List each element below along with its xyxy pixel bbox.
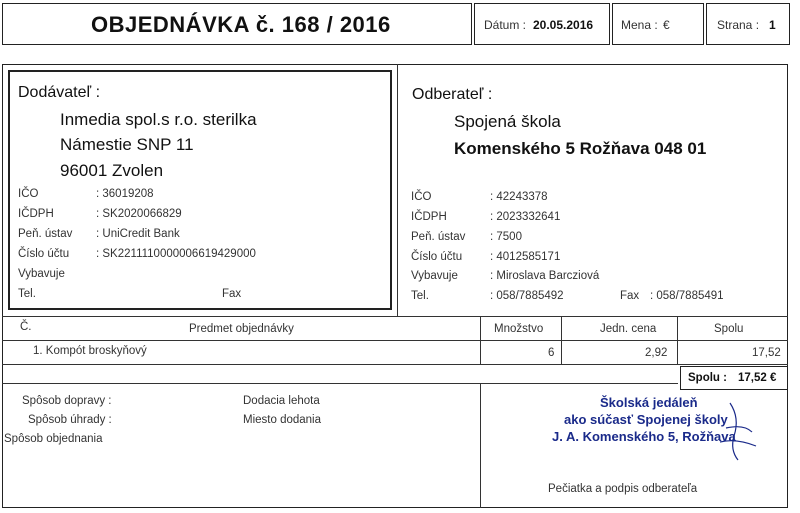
col-price-header: Jedn. cena [600,323,657,335]
customer-vybavuje: : Miroslava Barcziová [490,270,600,282]
supplier-street: Námestie SNP 11 [60,135,194,154]
customer-tel: : 058/7885492 [490,290,564,302]
row-bottom-line [2,364,788,365]
supplier-ico-label: IČO [18,188,39,200]
uhrada-label: Spôsob úhrady : [28,414,112,426]
col-num-header: Č. [20,321,32,333]
customer-bank-label: Peň. ústav [411,231,466,243]
row-price: 2,92 [645,347,668,359]
stamp-line-1: Školská jedáleň [600,395,698,410]
datum-box [474,3,610,45]
supplier-city: 96001 Zvolen [60,161,164,180]
customer-icdph-label: IČDPH [411,211,447,223]
supplier-fax-label: Fax [222,288,242,300]
sum-label: Spolu : [688,372,727,384]
customer-address: Komenského 5 Rožňava 048 01 [454,139,707,158]
signature-divider [480,383,481,508]
supplier-box [8,70,392,310]
col-qty-header: Množstvo [494,323,544,335]
customer-divider [397,64,398,316]
customer-account-label: Číslo účtu [411,251,463,263]
mena-box [612,3,704,45]
supplier-heading: Dodávateľ : [18,84,101,101]
supplier-bank: : UniCredit Bank [96,228,180,240]
customer-name: Spojená škola [454,112,561,131]
customer-vybavuje-label: Vybavuje [411,270,458,282]
header-bottom-line [2,340,788,341]
supplier-icdph-label: IČDPH [18,208,54,220]
title-box [2,3,472,45]
customer-fax-label: Fax [620,290,640,302]
stamp-line-2: ako súčasť Spojenej školy [564,412,728,427]
page-title: OBJEDNÁVKA č. 168 / 2016 [91,12,391,37]
row-total: 17,52 [752,347,781,359]
customer-ico: : 42243378 [490,191,548,203]
supplier-tel-label: Tel. [18,288,36,300]
customer-icdph: : 2023332641 [490,211,561,223]
supplier-account-label: Číslo účtu [18,248,70,260]
customer-account: : 4012585171 [490,251,561,263]
supplier-ico: : 36019208 [96,188,154,200]
row-item: 1. Kompót broskyňový [33,345,147,357]
customer-bank: : 7500 [490,231,522,243]
datum-value: 20.05.2016 [533,18,594,32]
datum-label: Dátum : [484,18,527,32]
supplier-vybavuje-label: Vybavuje [18,268,65,280]
sum-value: 17,52 € [738,372,777,384]
customer-heading: Odberateľ : [412,86,493,103]
doprava-label: Spôsob dopravy : [22,395,112,407]
stamp-line-3: J. A. Komenského 5, Rožňava [552,429,736,444]
col-item-header: Predmet objednávky [189,323,294,335]
strana-value: 1 [769,18,776,32]
customer-fax: : 058/7885491 [650,290,724,302]
supplier-account: : SK2211110000006619429000 [96,248,256,260]
table-top-line [2,316,788,317]
sum-bottom-line [2,383,678,384]
strana-box [706,3,790,45]
miesto-label: Miesto dodania [243,414,321,426]
dodacia-label: Dodacia lehota [243,395,320,407]
col-total-header: Spolu [714,323,744,335]
signature-caption: Pečiatka a podpis odberateľa [548,483,698,495]
supplier-name: Inmedia spol.s r.o. sterilka [60,110,257,129]
mena-value: € [663,18,670,32]
customer-ico-label: IČO [411,191,432,203]
supplier-icdph: : SK2020066829 [96,208,182,220]
signature-scribble [700,398,770,468]
mena-label: Mena : [621,18,658,32]
row-qty: 6 [548,347,555,359]
supplier-bank-label: Peň. ústav [18,228,73,240]
customer-tel-label: Tel. [411,290,429,302]
strana-label: Strana : [717,18,760,32]
objednania-label: Spôsob objednania [4,433,103,445]
